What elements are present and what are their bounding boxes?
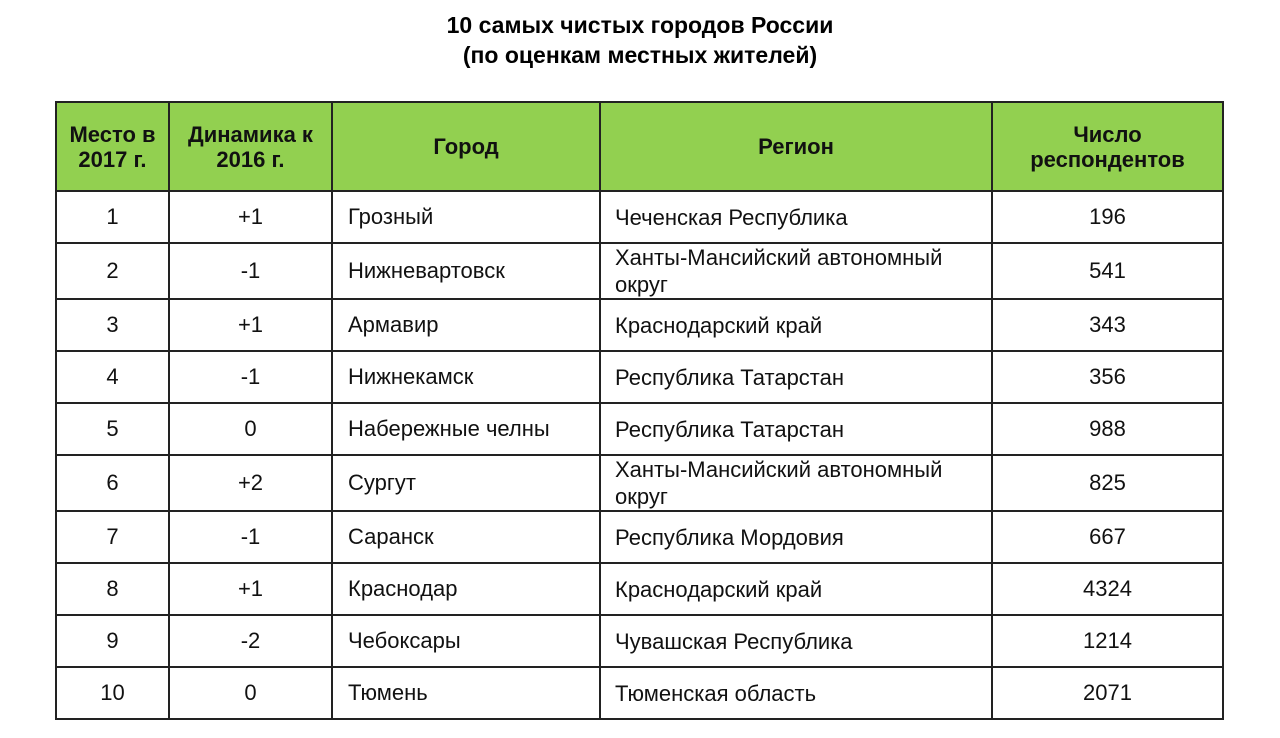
cell-respondents: 825 [992, 455, 1223, 511]
table-row [56, 351, 1223, 403]
cell-dynamics: +1 [169, 563, 332, 615]
cell-city: Набережные челны [332, 403, 600, 455]
table-row [56, 511, 1223, 563]
header-place: Место в 2017 г. [56, 102, 169, 191]
cell-city: Саранск [332, 511, 600, 563]
cell-dynamics: -1 [169, 351, 332, 403]
title-line-1: 10 самых чистых городов России [446, 12, 834, 38]
cell-city: Нижнекамск [332, 351, 600, 403]
cell-respondents: 988 [992, 403, 1223, 455]
cell-dynamics: -1 [169, 511, 332, 563]
cell-respondents: 343 [992, 299, 1223, 351]
cell-respondents: 667 [992, 511, 1223, 563]
page-title [0, 10, 1280, 70]
cell-city: Тюмень [332, 667, 600, 719]
table-row [56, 191, 1223, 243]
cell-place: 1 [56, 191, 169, 243]
cell-place: 7 [56, 511, 169, 563]
cell-region: Ханты-Мансийский автономный округ [600, 455, 992, 511]
table-row [56, 563, 1223, 615]
header-respondents: Число респондентов [992, 102, 1223, 191]
cell-place: 10 [56, 667, 169, 719]
cell-city: Грозный [332, 191, 600, 243]
cell-respondents: 541 [992, 243, 1223, 299]
cell-respondents: 4324 [992, 563, 1223, 615]
cell-dynamics: -1 [169, 243, 332, 299]
header-region: Регион [600, 102, 992, 191]
header-dynamics: Динамика к 2016 г. [169, 102, 332, 191]
table-row [56, 667, 1223, 719]
cell-region: Тюменская область [600, 667, 992, 719]
cell-respondents: 1214 [992, 615, 1223, 667]
table-header-row [56, 102, 1223, 191]
cell-region: Республика Татарстан [600, 403, 992, 455]
table-row [56, 403, 1223, 455]
cell-respondents: 196 [992, 191, 1223, 243]
cell-dynamics: -2 [169, 615, 332, 667]
cell-dynamics: +1 [169, 299, 332, 351]
cell-place: 3 [56, 299, 169, 351]
cell-region: Ханты-Мансийский автономный округ [600, 243, 992, 299]
table-row [56, 615, 1223, 667]
cell-place: 4 [56, 351, 169, 403]
cell-city: Армавир [332, 299, 600, 351]
table-row [56, 455, 1223, 511]
cell-dynamics: +2 [169, 455, 332, 511]
cell-place: 6 [56, 455, 169, 511]
cell-place: 9 [56, 615, 169, 667]
cell-dynamics: +1 [169, 191, 332, 243]
title-line-2: (по оценкам местных жителей) [462, 42, 818, 68]
cell-place: 5 [56, 403, 169, 455]
cell-region: Чувашская Республика [600, 615, 992, 667]
cell-dynamics: 0 [169, 403, 332, 455]
header-city: Город [332, 102, 600, 191]
cell-respondents: 356 [992, 351, 1223, 403]
cell-region: Краснодарский край [600, 299, 992, 351]
cell-region: Краснодарский край [600, 563, 992, 615]
table-row [56, 299, 1223, 351]
cell-dynamics: 0 [169, 667, 332, 719]
cities-table [55, 101, 1224, 720]
cell-city: Сургут [332, 455, 600, 511]
cell-respondents: 2071 [992, 667, 1223, 719]
cell-region: Республика Мордовия [600, 511, 992, 563]
cell-region: Чеченская Республика [600, 191, 992, 243]
cell-city: Чебоксары [332, 615, 600, 667]
cell-place: 2 [56, 243, 169, 299]
cell-city: Краснодар [332, 563, 600, 615]
table-row [56, 243, 1223, 299]
cell-city: Нижневартовск [332, 243, 600, 299]
cell-region: Республика Татарстан [600, 351, 992, 403]
cell-place: 8 [56, 563, 169, 615]
